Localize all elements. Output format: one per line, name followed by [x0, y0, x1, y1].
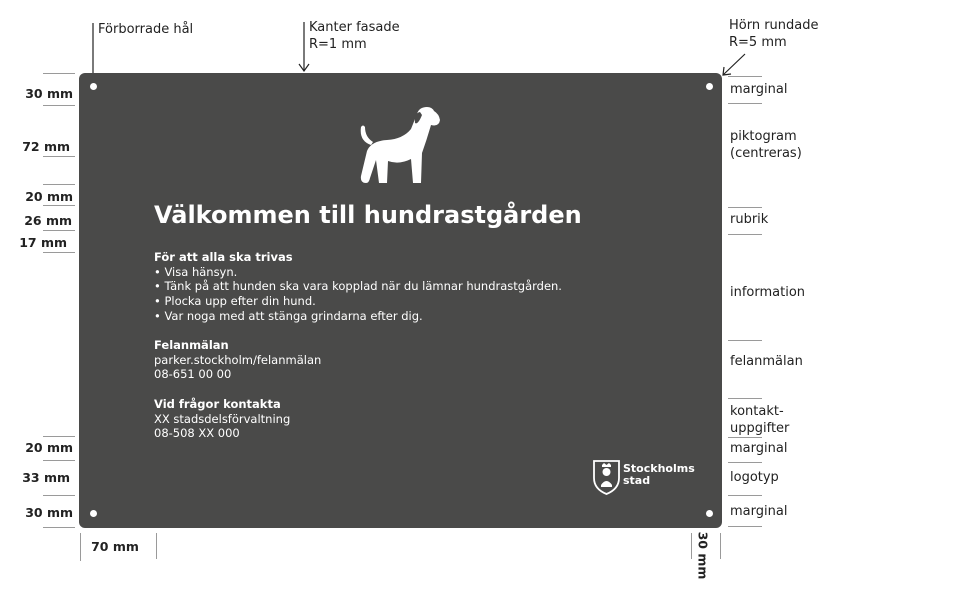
- contact-heading: Vid frågor kontakta: [154, 397, 281, 411]
- contact-org: XX stadsdelsförvaltning: [154, 411, 291, 426]
- logo-line2: stad: [623, 474, 651, 487]
- info-item: • Visa hänsyn.: [154, 264, 238, 279]
- info-item: • Tänk på att hunden ska vara kopplad när du lämnar hundrastgården.: [154, 279, 562, 294]
- drill-hole: [706, 83, 713, 90]
- left-tick: [43, 252, 75, 253]
- right-tick: [728, 234, 762, 235]
- dim-30mm-top: 30 mm: [25, 86, 73, 101]
- label-kontakt-line2: uppgifter: [730, 421, 790, 436]
- report-url: parker.stockholm/felanmälan: [154, 352, 322, 367]
- label-marginal-bottom: marginal: [730, 504, 788, 519]
- drill-hole: [90, 83, 97, 90]
- report-heading: Felanmälan: [154, 338, 229, 352]
- right-tick: [728, 76, 762, 77]
- right-tick: [728, 340, 762, 341]
- predrilled-holes-callout: Förborrade hål: [98, 22, 194, 37]
- dim-70mm: 70 mm: [91, 539, 139, 554]
- drill-hole: [90, 510, 97, 517]
- dim-20mm-lower: 20 mm: [25, 440, 73, 455]
- logo-line1: Stockholms: [623, 462, 695, 475]
- label-kontakt-line1: kontakt-: [730, 404, 784, 419]
- dim-33mm: 33 mm: [22, 470, 70, 485]
- rounded-corners-callout-line1: Hörn rundade: [729, 18, 819, 33]
- right-bottom-tick: [720, 533, 721, 559]
- right-tick: [728, 526, 762, 527]
- label-marginal-mid: marginal: [730, 441, 788, 456]
- info-block: [154, 250, 562, 324]
- label-rubrik: rubrik: [730, 212, 769, 227]
- dim-20mm: 20 mm: [25, 189, 73, 204]
- right-tick: [728, 103, 762, 104]
- info-item: • Plocka upp efter din hund.: [154, 294, 316, 309]
- right-tick: [728, 437, 762, 438]
- right-tick: [728, 495, 762, 496]
- label-marginal-top: marginal: [730, 82, 788, 97]
- dim-26mm: 26 mm: [24, 213, 72, 228]
- left-tick: [43, 460, 75, 461]
- logo-wordmark: [623, 463, 695, 487]
- bottom-tick: [156, 533, 157, 559]
- report-block: [154, 338, 321, 382]
- label-felanmalan: felanmälan: [730, 354, 803, 369]
- bevelled-edges-callout-line2: R=1 mm: [309, 37, 367, 52]
- info-item: • Var noga med att stänga grindarna efter dig.: [154, 308, 423, 323]
- left-tick: [43, 230, 75, 231]
- dim-30mm-vertical: 30 mm: [695, 531, 711, 580]
- left-tick: [43, 495, 75, 496]
- right-tick: [728, 398, 762, 399]
- city-crest-icon: [592, 458, 621, 496]
- dim-30mm-bottom: 30 mm: [25, 505, 73, 520]
- contact-block: [154, 397, 290, 441]
- left-tick: [43, 205, 75, 206]
- right-tick: [728, 207, 762, 208]
- left-tick: [43, 184, 75, 185]
- label-piktogram-line1: piktogram: [730, 129, 797, 144]
- sign-panel: [79, 73, 722, 528]
- contact-phone: 08-508 XX 000: [154, 426, 240, 441]
- sign-title: Välkommen till hundrastgården: [154, 201, 582, 229]
- right-bottom-tick: [691, 533, 692, 559]
- drill-hole: [706, 510, 713, 517]
- label-piktogram: [730, 128, 802, 162]
- right-tick: [728, 462, 762, 463]
- rounded-corners-callout-line2: R=5 mm: [729, 35, 787, 50]
- label-piktogram-line2: (centreras): [730, 146, 802, 161]
- left-tick: [43, 527, 75, 528]
- label-logotyp: logotyp: [730, 470, 779, 485]
- report-phone: 08-651 00 00: [154, 367, 232, 382]
- left-tick: [43, 156, 75, 157]
- left-tick: [43, 73, 75, 74]
- dog-pictogram-icon: [357, 103, 445, 185]
- dim-72mm: 72 mm: [22, 139, 70, 154]
- corner-arrow-line: [723, 54, 745, 75]
- label-kontaktuppgifter: [730, 403, 789, 437]
- info-heading: För att alla ska trivas: [154, 250, 293, 264]
- left-tick: [43, 105, 75, 106]
- dim-17mm: 17 mm: [19, 235, 67, 250]
- label-information: information: [730, 285, 806, 300]
- left-tick: [43, 436, 75, 437]
- bevelled-edges-callout-line1: Kanter fasade: [309, 20, 400, 35]
